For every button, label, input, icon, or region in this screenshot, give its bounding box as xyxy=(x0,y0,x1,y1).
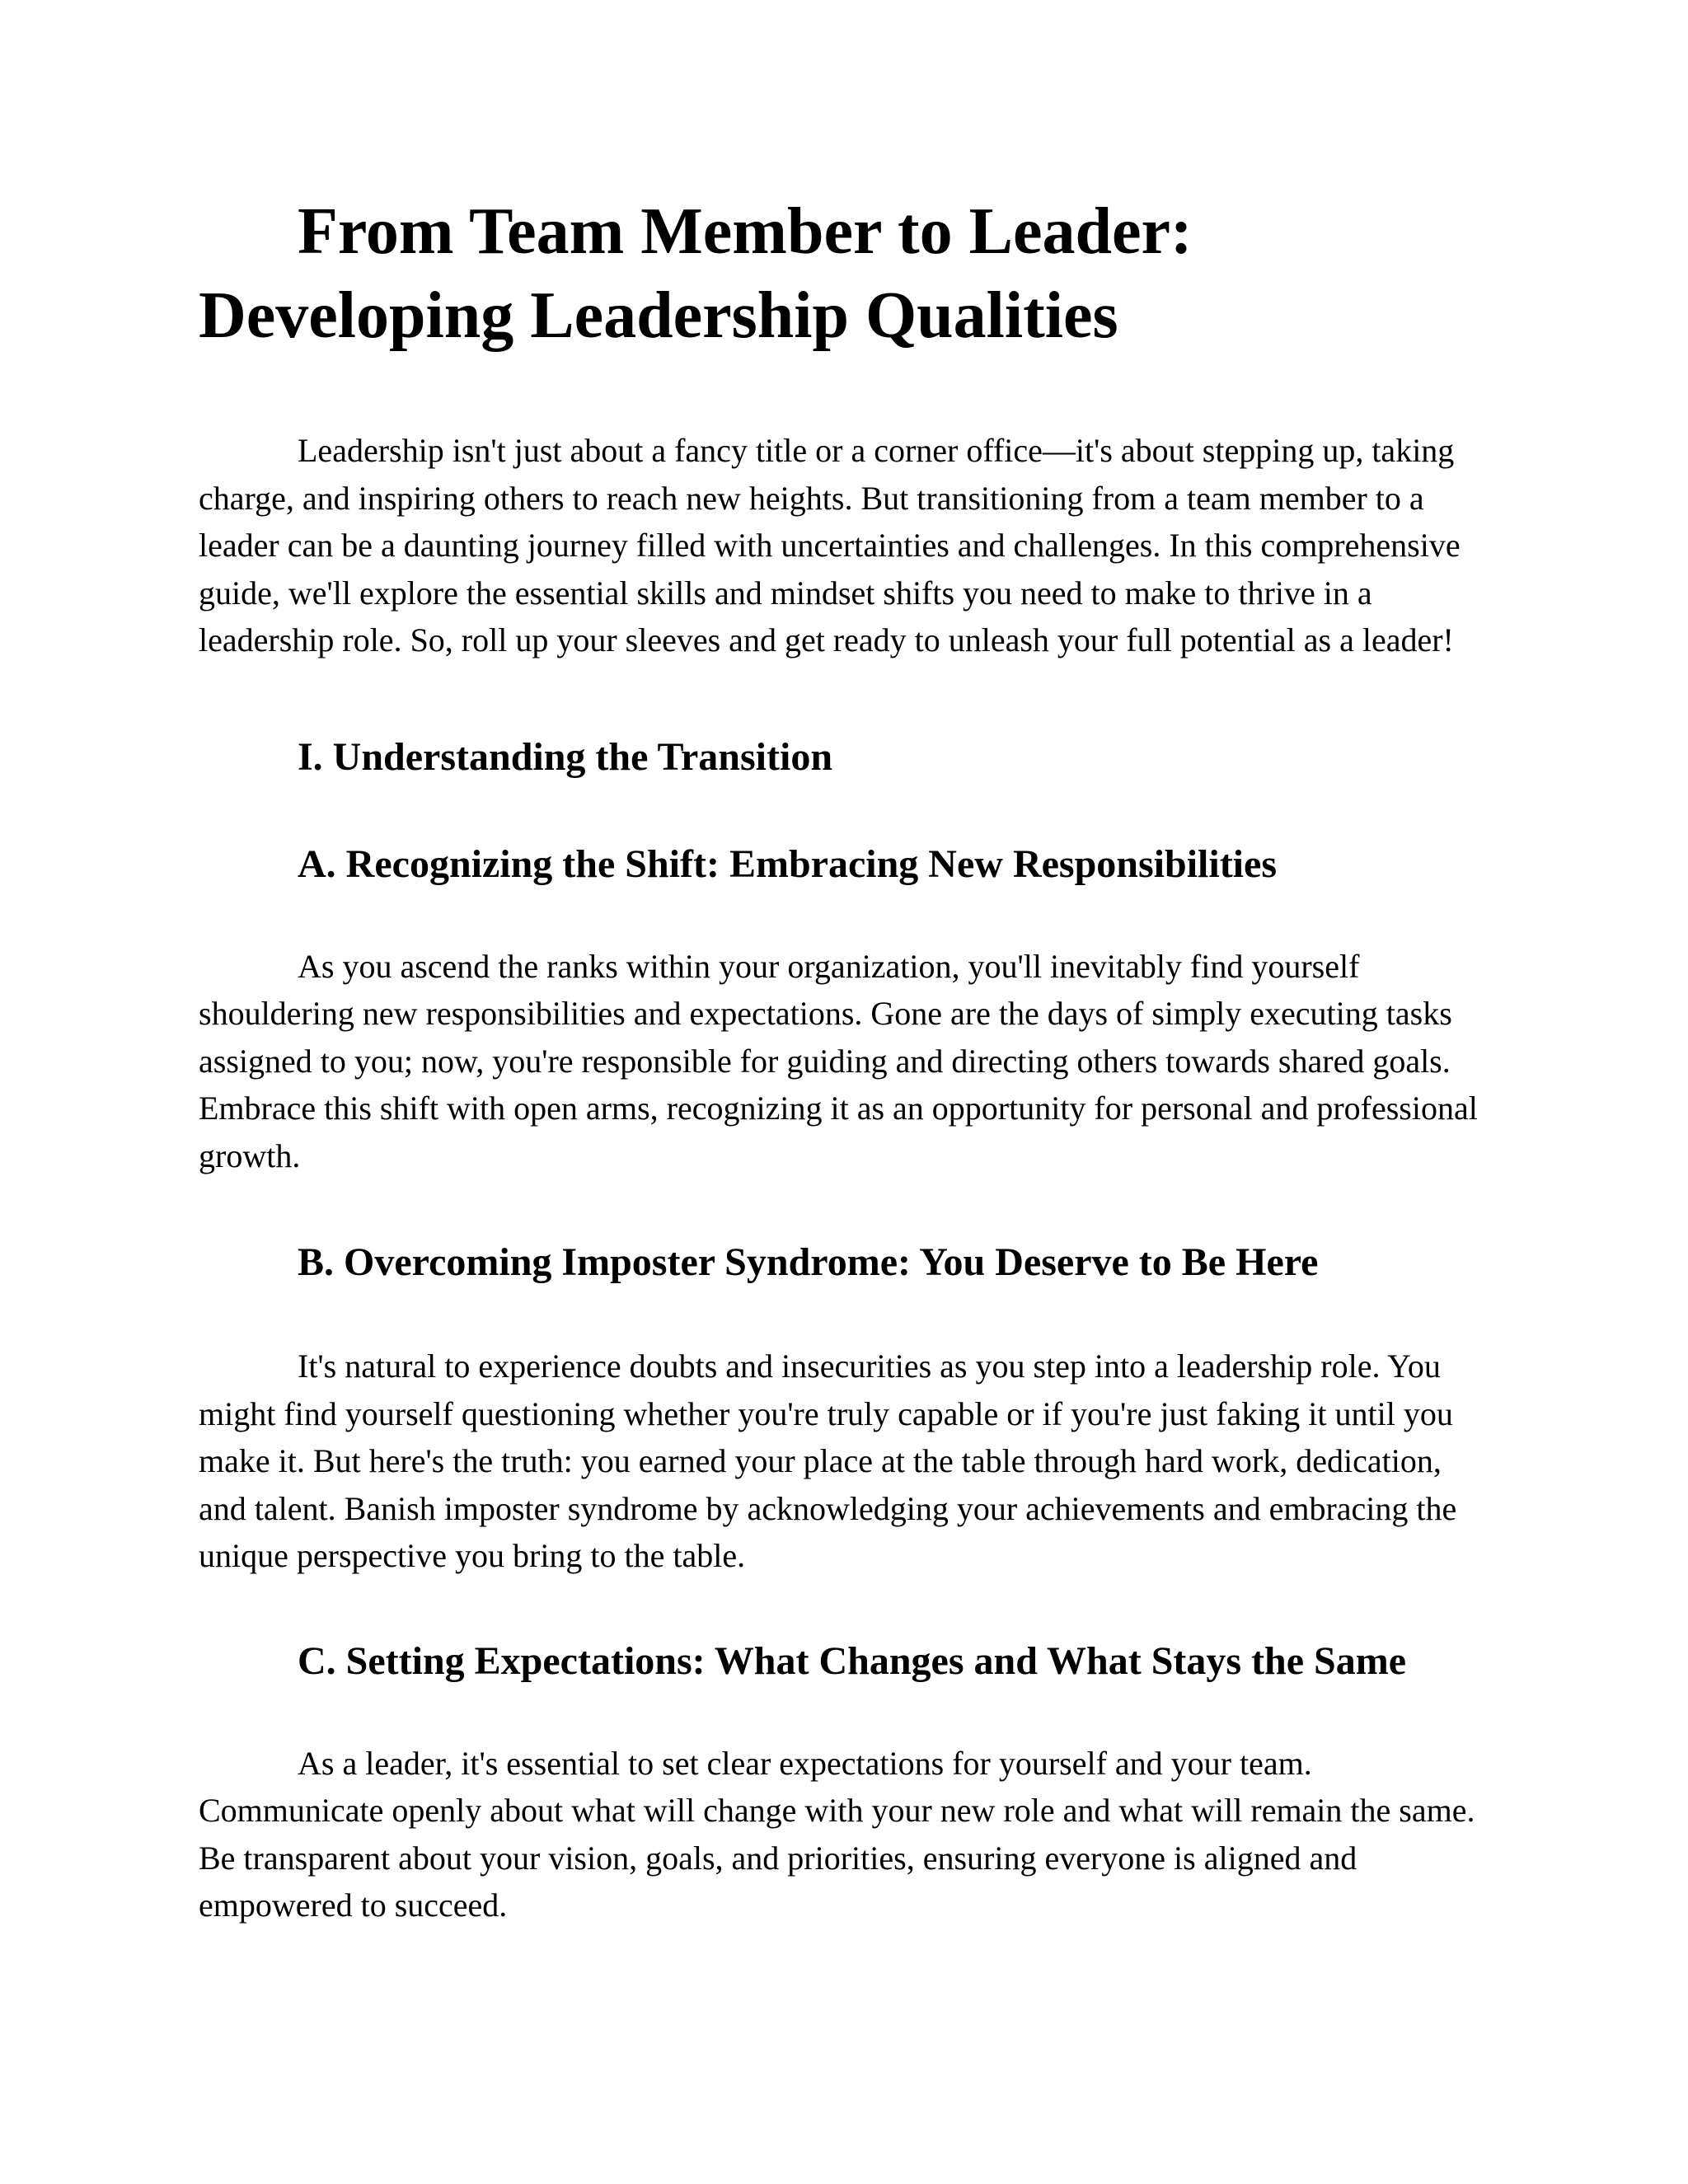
section-a-heading: A. Recognizing the Shift: Embracing New Responsibilities xyxy=(298,841,1277,886)
intro-paragraph: Leadership isn't just about a fancy title or a corner office—it's about stepping up, taking charge, and inspiring others to reach new heights. But transitioning from a team member to a leader can be a daunting journey filled with uncertainties and challenges. In this comprehensive guide, we'll explore the essential skills and mindset shifts you need to make to thrive in a leadership role. So, roll up your sleeves and get ready to unleash your full potential as a leader! xyxy=(199,432,1461,658)
section-i-heading: I. Understanding the Transition xyxy=(298,734,833,779)
section-b-paragraph: It's natural to experience doubts and insecurities as you step into a leadership role. You might find yourself questioning whether you're truly capable or if you're just faking it until you make it. But here's the truth: you earned your place at the table through hard work, dedication, and talent. Banish imposter syndrome by acknowledging your achievements and embracing the unique perspective you bring to the table. xyxy=(199,1347,1457,1574)
section-b-heading: B. Overcoming Imposter Syndrome: You Deserve to Be Here xyxy=(298,1240,1319,1284)
section-c-heading: C. Setting Expectations: What Changes and What Stays the Same xyxy=(298,1638,1407,1683)
document-title: From Team Member to Leader: Developing Leadership Qualities xyxy=(199,195,1193,352)
section-a-paragraph: As you ascend the ranks within your organization, you'll inevitably find yourself shouldering new responsibilities and expectations. Gone are the days of simply executing tasks assigned to you; now, you're responsible for guiding and directing others towards shared goals. Embrace this shift with open arms, recognizing it as an opportunity for personal and professional growth. xyxy=(199,947,1478,1174)
document-body xyxy=(199,190,1493,1929)
section-c-paragraph: As a leader, it's essential to set clear expectations for yourself and your team. Communicate openly about what will change with your new role and what will remain the same. Be transparent about your vision, goals, and priorities, ensuring everyone is aligned and empowered to succeed. xyxy=(199,1744,1475,1924)
